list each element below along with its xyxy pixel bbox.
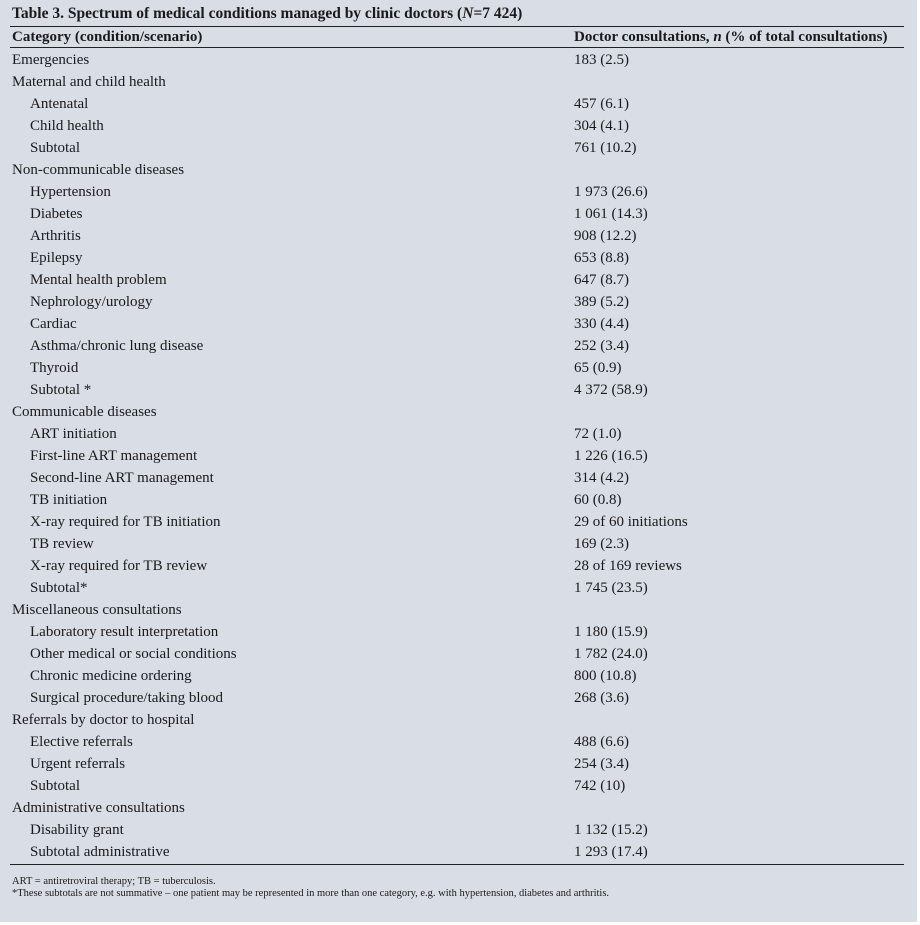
table-row	[0, 203, 917, 225]
row-value: 908 (12.2)	[574, 228, 637, 244]
row-label: Emergencies	[12, 52, 90, 68]
table-row	[0, 511, 917, 533]
row-label: Surgical procedure/taking blood	[30, 690, 224, 706]
table-row	[0, 247, 917, 269]
row-value: 457 (6.1)	[574, 96, 629, 112]
row-value: 389 (5.2)	[574, 294, 629, 310]
table-row	[0, 181, 917, 203]
row-value: 1 132 (15.2)	[574, 822, 648, 838]
row-label: Urgent referrals	[30, 756, 126, 772]
row-label: Arthritis	[30, 228, 81, 244]
row-label: ART initiation	[30, 426, 117, 442]
table-row	[0, 555, 917, 577]
row-value: 254 (3.4)	[574, 756, 629, 772]
row-value: 252 (3.4)	[574, 338, 629, 354]
row-value: 1 061 (14.3)	[574, 206, 648, 222]
row-value: 169 (2.3)	[574, 536, 629, 552]
row-label: Epilepsy	[30, 250, 83, 266]
row-label: Chronic medicine ordering	[30, 668, 192, 684]
row-label: Non-communicable diseases	[12, 162, 185, 178]
row-value: 314 (4.2)	[574, 470, 629, 486]
row-label: X-ray required for TB initiation	[30, 514, 221, 530]
row-label: Thyroid	[30, 360, 79, 376]
row-label: Subtotal administrative	[30, 844, 170, 860]
row-label: Subtotal	[30, 140, 81, 156]
row-value: 28 of 169 reviews	[574, 558, 682, 574]
row-label: Subtotal	[30, 778, 81, 794]
footnote-abbreviations: ART = antiretroviral therapy; TB = tuberculosis.	[12, 876, 216, 887]
row-label: TB review	[30, 536, 94, 552]
table-row	[0, 709, 917, 731]
row-value: 1 973 (26.6)	[574, 184, 648, 200]
table-row	[0, 225, 917, 247]
row-label: Administrative consultations	[12, 800, 185, 816]
table-row	[0, 115, 917, 137]
table-row	[0, 137, 917, 159]
row-value: 72 (1.0)	[574, 426, 622, 442]
table-title: Table 3. Spectrum of medical conditions managed by clinic doctors (N=7 424)	[12, 5, 523, 22]
table-row	[0, 379, 917, 401]
row-label: Other medical or social conditions	[30, 646, 237, 662]
row-value: 4 372 (58.9)	[574, 382, 648, 398]
table-row	[0, 577, 917, 599]
table-row	[0, 599, 917, 621]
row-label: Disability grant	[30, 822, 124, 838]
row-label: Miscellaneous consultations	[12, 602, 182, 618]
row-label: Antenatal	[30, 96, 89, 112]
table-row	[0, 797, 917, 819]
row-value: 800 (10.8)	[574, 668, 637, 684]
row-label: Elective referrals	[30, 734, 133, 750]
bottom-rule	[10, 864, 904, 865]
table-row	[0, 775, 917, 797]
row-value: 1 226 (16.5)	[574, 448, 648, 464]
table-row	[0, 467, 917, 489]
row-value: 647 (8.7)	[574, 272, 629, 288]
table-row	[0, 489, 917, 511]
row-value: 1 293 (17.4)	[574, 844, 648, 860]
row-label: Hypertension	[30, 184, 111, 200]
table-row	[0, 335, 917, 357]
row-label: Subtotal*	[30, 580, 88, 596]
table-row	[0, 423, 917, 445]
table-row	[0, 533, 917, 555]
table-row	[0, 841, 917, 863]
footnote-subtotals: *These subtotals are not summative – one patient may be represented in more than one category, e.g. with hypertension, diabetes and arthritis.	[12, 888, 610, 899]
row-label: Diabetes	[30, 206, 83, 222]
row-value: 268 (3.6)	[574, 690, 629, 706]
table-row	[0, 753, 917, 775]
table-row	[0, 291, 917, 313]
table-row	[0, 445, 917, 467]
row-label: Laboratory result interpretation	[30, 624, 219, 640]
row-value: 653 (8.8)	[574, 250, 629, 266]
table-row	[0, 313, 917, 335]
row-label: Cardiac	[30, 316, 77, 332]
row-value: 488 (6.6)	[574, 734, 629, 750]
table-row	[0, 819, 917, 841]
table-row	[0, 357, 917, 379]
row-label: Mental health problem	[30, 272, 167, 288]
row-label: Nephrology/urology	[30, 294, 153, 310]
row-label: Child health	[30, 118, 104, 134]
table-footnotes	[12, 876, 609, 900]
top-rule	[10, 26, 904, 27]
table-row	[0, 71, 917, 93]
row-value: 1 180 (15.9)	[574, 624, 648, 640]
row-label: Communicable diseases	[12, 404, 157, 420]
row-value: 29 of 60 initiations	[574, 514, 688, 530]
row-value: 65 (0.9)	[574, 360, 622, 376]
row-value: 330 (4.4)	[574, 316, 629, 332]
row-label: Second-line ART management	[30, 470, 214, 486]
table-row	[0, 665, 917, 687]
table-row	[0, 269, 917, 291]
table-row	[0, 401, 917, 423]
table-row	[0, 731, 917, 753]
row-label: X-ray required for TB review	[30, 558, 208, 574]
row-label: Asthma/chronic lung disease	[30, 338, 204, 354]
row-value: 761 (10.2)	[574, 140, 637, 156]
row-value: 1 745 (23.5)	[574, 580, 648, 596]
table-row	[0, 687, 917, 709]
table-row	[0, 93, 917, 115]
row-value: 1 782 (24.0)	[574, 646, 648, 662]
row-value: 60 (0.8)	[574, 492, 622, 508]
table-row	[0, 643, 917, 665]
table-row	[0, 621, 917, 643]
header-consultations: Doctor consultations, n (% of total consultations)	[574, 29, 888, 45]
row-label: Subtotal *	[30, 382, 92, 398]
row-value: 183 (2.5)	[574, 52, 629, 68]
table-body	[0, 49, 917, 863]
row-value: 304 (4.1)	[574, 118, 629, 134]
row-label: Maternal and child health	[12, 74, 166, 90]
row-label: Referrals by doctor to hospital	[12, 712, 195, 728]
header-rule	[10, 47, 904, 48]
row-label: TB initiation	[30, 492, 108, 508]
row-value: 742 (10)	[574, 778, 626, 794]
header-category: Category (condition/scenario)	[12, 29, 203, 45]
table-row	[0, 49, 917, 71]
table-row	[0, 159, 917, 181]
row-label: First-line ART management	[30, 448, 198, 464]
